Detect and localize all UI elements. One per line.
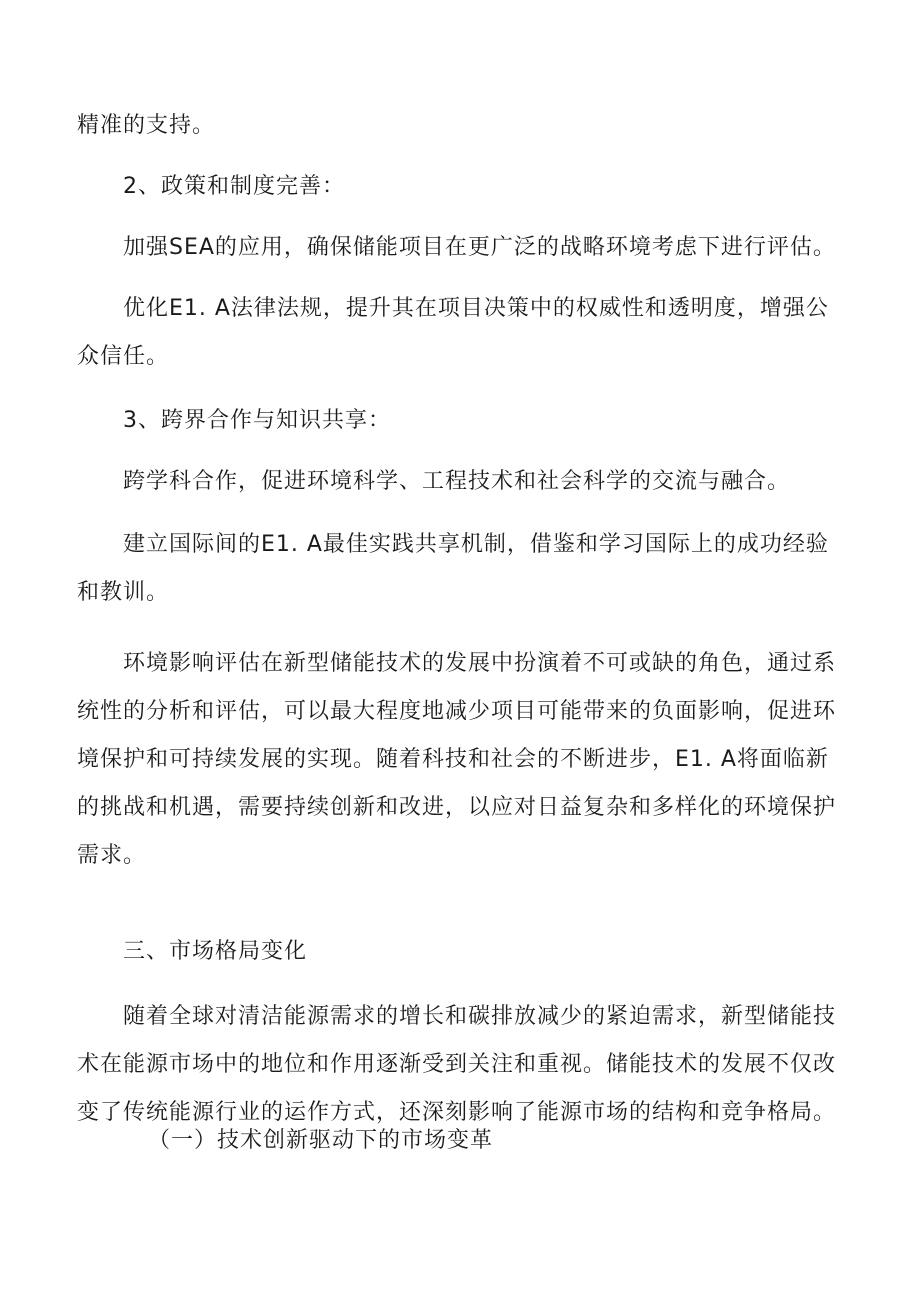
paragraph-eia-law: 优化E1. A法律法规，提升其在项目决策中的权威性和透明度，增强公众信任。 — [77, 296, 829, 369]
section-heading-market: 三、市场格局变化 — [123, 939, 308, 964]
paragraph-continuation: 精准的支持。 — [77, 113, 216, 138]
paragraph-interdisciplinary: 跨学科合作，促进环境科学、工程技术和社会科学的交流与融合。 — [123, 469, 791, 494]
section-heading-cooperation: 3、跨界合作与知识共享： — [123, 408, 391, 433]
subsection-heading-innovation: （一）技术创新驱动下的市场变革 — [148, 1128, 494, 1153]
paragraph-best-practice: 建立国际间的E1. A最佳实践共享机制，借鉴和学习国际上的成功经验和教训。 — [77, 532, 829, 605]
paragraph-market-intro: 随着全球对清洁能源需求的增长和碳排放减少的紧迫需求，新型储能技术在能源市场中的地位和作用逐渐受到关注和重视。储能技术的发展不仅改变了传统能源行业的运作方式，还深刻影响了能源市场的结构和竞争格局。 — [77, 1004, 837, 1125]
paragraph-eia-summary: 环境影响评估在新型储能技术的发展中扮演着不可或缺的角色，通过系统性的分析和评估，可以最大程度地减少项目可能带来的负面影响，促进环境保护和可持续发展的实现。随着科技和社会的不断进步，E1. A将面临新的挑战和机遇，需要持续创新和改进，以应对日益复杂和多样化的环境保护需求。 — [77, 651, 837, 868]
paragraph-sea: 加强SEA的应用，确保储能项目在更广泛的战略环境考虑下进行评估。 — [123, 235, 836, 260]
section-heading-policy: 2、政策和制度完善： — [123, 174, 345, 199]
